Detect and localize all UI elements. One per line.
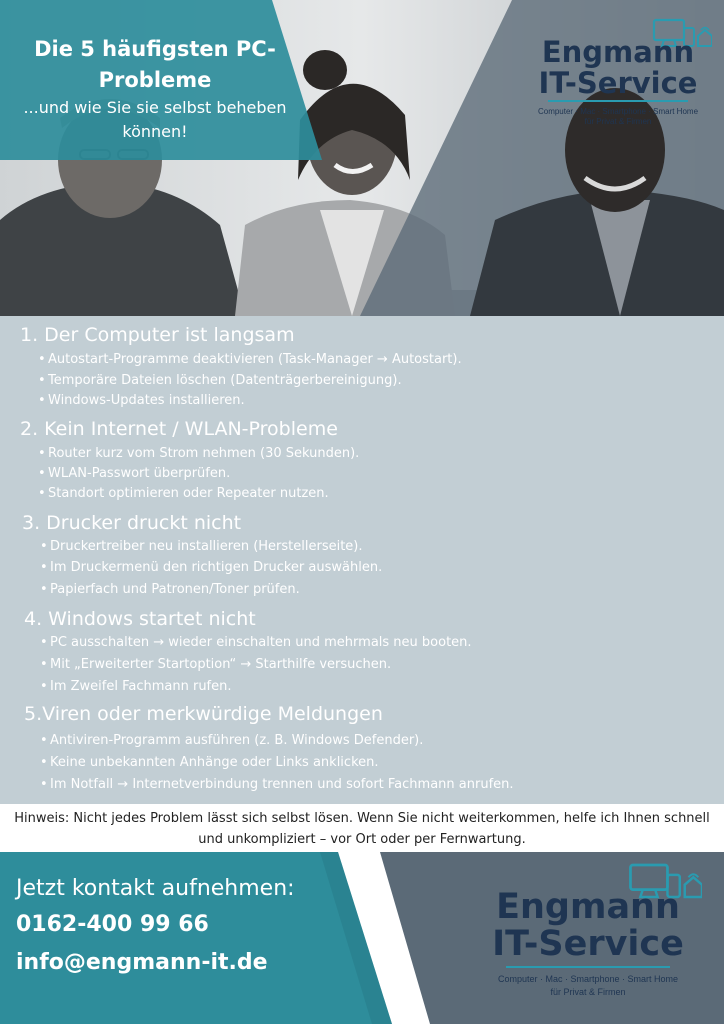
bullet-dot: • [38, 466, 46, 481]
list-item [40, 678, 232, 696]
section-title-5: 5.Viren oder merkwürdige Meldungen [24, 703, 383, 725]
note-section [0, 804, 724, 852]
bullet-dot: • [38, 446, 46, 461]
bullet-dot: • [38, 486, 46, 501]
list-item [40, 581, 300, 599]
logo-bottom [470, 860, 706, 1010]
list-item [38, 465, 230, 483]
bullet-dot: • [40, 777, 48, 792]
list-item [40, 776, 514, 794]
bullet-dot: • [38, 373, 46, 388]
bullet-dot: • [40, 679, 48, 694]
bullet-text: WLAN-Passwort überprüfen. [48, 466, 231, 481]
list-item [38, 485, 329, 503]
bullet-text: Router kurz vom Strom nehmen (30 Sekunden). [48, 446, 360, 461]
logo-tagline1: Computer · Mac · Smartphone · Smart Home [537, 107, 699, 116]
contact-title: Jetzt kontakt aufnehmen: [16, 876, 295, 901]
bullet-dot: • [40, 582, 48, 597]
bullet-dot: • [38, 352, 46, 367]
list-item [40, 634, 472, 652]
contact-footer [0, 852, 724, 1024]
bullet-text: PC ausschalten → wieder einschalten und mehrmals neu booten. [50, 635, 472, 650]
logo-tagline2: für Privat & Firmen [550, 987, 626, 997]
section-title-1: 1. Der Computer ist langsam [20, 324, 295, 346]
list-item [40, 656, 391, 674]
logo-tagline2: für Privat & Firmen [584, 117, 652, 126]
title-banner [0, 0, 322, 160]
list-item [40, 732, 423, 750]
bullet-dot: • [40, 733, 48, 748]
note-text: Hinweis: Nicht jedes Problem lässt sich selbst lösen. Wenn Sie nicht weiterkommen, helfe ich Ihnen schnell und unkompliziert – vor Ort oder per Fernwartung. [14, 811, 710, 847]
bullet-text: Im Notfall → Internetverbindung trennen und sofort Fachmann anrufen. [50, 777, 514, 792]
bullet-text: Windows-Updates installieren. [48, 393, 245, 408]
bullet-dot: • [40, 635, 48, 650]
problems-list [0, 316, 724, 804]
contact-phone[interactable]: 0162-400 99 66 [16, 912, 209, 937]
bullet-dot: • [40, 560, 48, 575]
list-item [38, 351, 462, 369]
logo-rule [548, 100, 688, 102]
bullet-text: Im Druckermenü den richtigen Drucker auswählen. [50, 560, 383, 575]
logo-line2: IT-Service [492, 924, 684, 964]
bullet-text: Antiviren-Programm ausführen (z. B. Windows Defender). [50, 733, 424, 748]
list-item [40, 538, 363, 556]
bullet-text: Keine unbekannten Anhänge oder Links anklicken. [50, 755, 379, 770]
hero-subtitle: ...und wie Sie sie selbst beheben können! [23, 98, 287, 141]
section-title-3: 3. Drucker druckt nicht [22, 512, 242, 534]
bullet-dot: • [38, 393, 46, 408]
bullet-text: Papierfach und Patronen/Toner prüfen. [50, 582, 300, 597]
list-item [40, 559, 382, 577]
bullet-dot: • [40, 755, 48, 770]
bullet-text: Druckertreiber neu installieren (Herstellerseite). [50, 539, 363, 554]
hero-section [0, 0, 724, 316]
bullet-text: Standort optimieren oder Repeater nutzen. [48, 486, 329, 501]
section-title-2: 2. Kein Internet / WLAN-Probleme [20, 418, 338, 440]
logo-top [520, 16, 716, 126]
hero-title: Die 5 häufigsten PC-Probleme [34, 37, 276, 92]
bullet-text: Temporäre Dateien löschen (Datenträgerbereinigung). [48, 373, 402, 388]
logo-line1: Engmann [496, 887, 680, 927]
bullet-text: Mit „Erweiterter Startoption“ → Starthilfe versuchen. [50, 657, 392, 672]
logo-tagline1: Computer · Mac · Smartphone · Smart Home [497, 974, 679, 984]
bullet-dot: • [40, 539, 48, 554]
list-item [40, 754, 379, 772]
bullet-dot: • [40, 657, 48, 672]
logo-line1: Engmann [541, 35, 695, 69]
bullet-text: Im Zweifel Fachmann rufen. [50, 679, 232, 694]
logo-line2: IT-Service [538, 66, 698, 100]
contact-email[interactable]: info@engmann-it.de [16, 950, 268, 975]
logo-rule [506, 966, 670, 968]
section-title-4: 4. Windows startet nicht [24, 608, 256, 630]
bullet-text: Autostart-Programme deaktivieren (Task-Manager → Autostart). [48, 352, 462, 367]
list-item [38, 372, 402, 390]
list-item [38, 392, 245, 410]
list-item [38, 445, 359, 463]
